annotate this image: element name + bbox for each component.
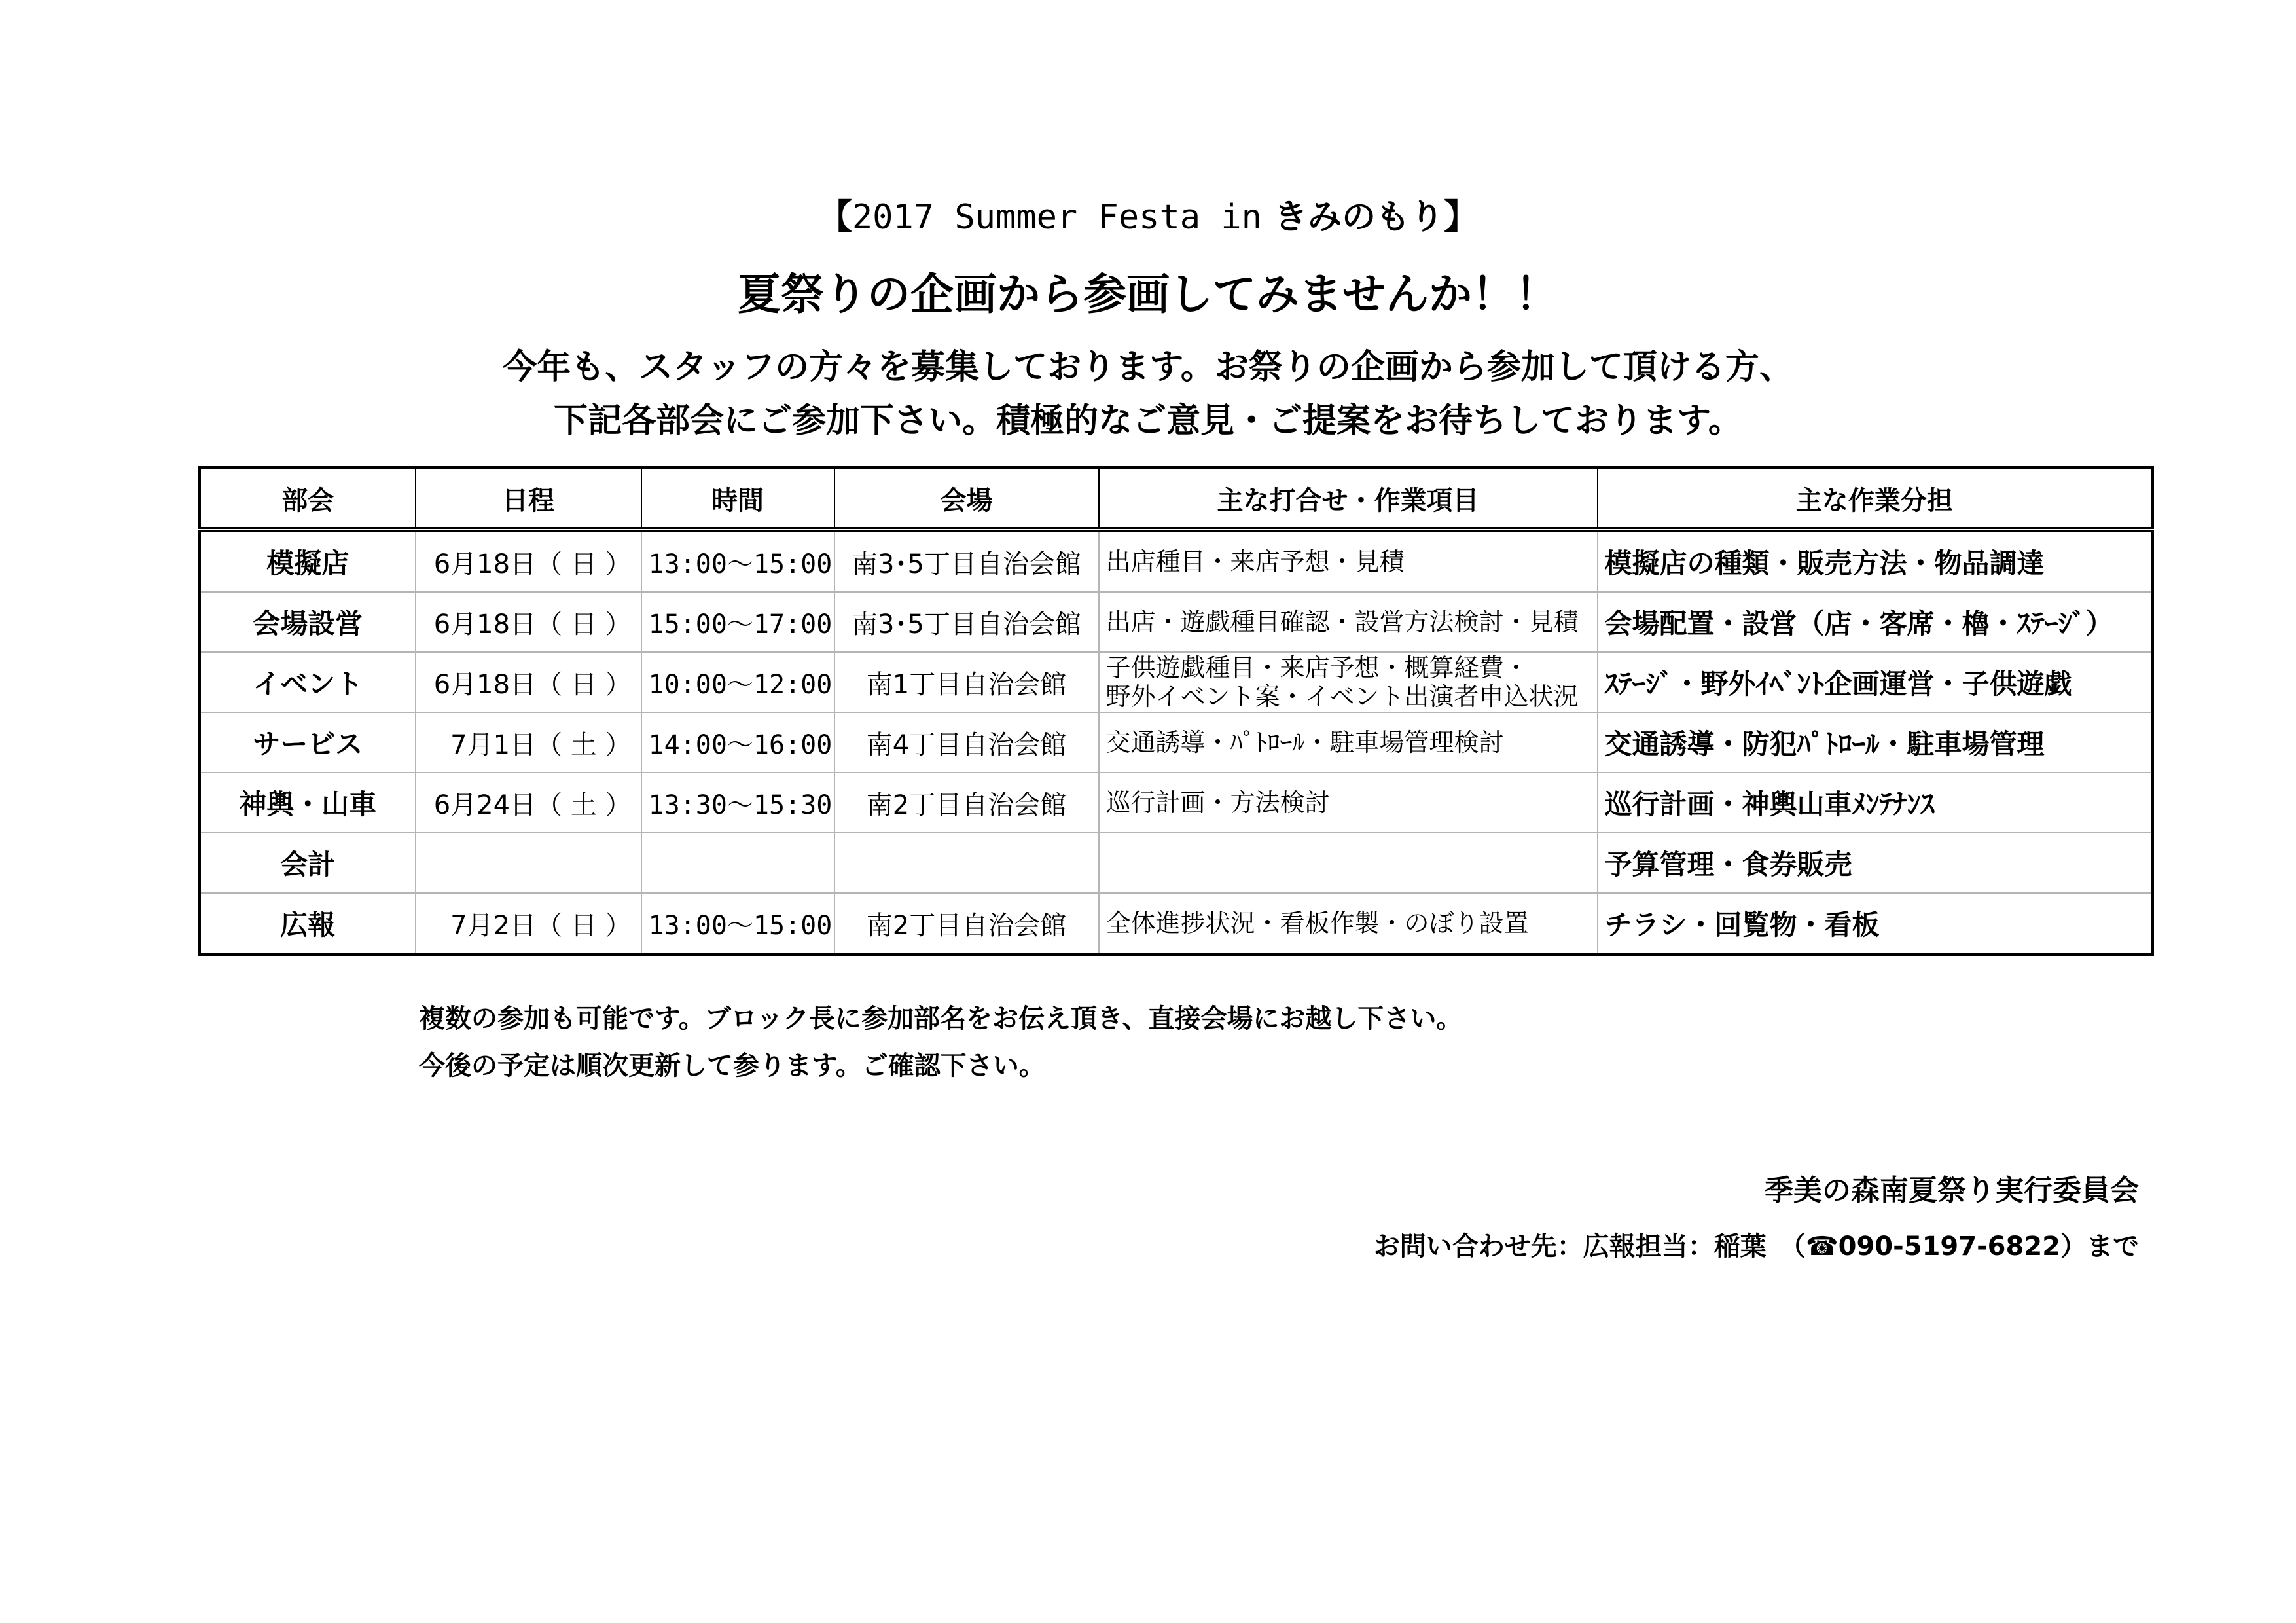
cell-dept: 会場設営 — [200, 592, 416, 652]
cell-time: 13:30～15:30 — [641, 773, 834, 833]
cell-date: 6月18日（ 日 ） — [416, 592, 641, 652]
document-title — [0, 196, 2296, 238]
cell-venue: 南3･5丁目自治会館 — [834, 592, 1099, 652]
column-header-items: 主な打合せ・作業項目 — [1099, 468, 1598, 530]
cell-share: 予算管理・食券販売 — [1598, 833, 2153, 893]
table-row — [200, 530, 2153, 592]
cell-items-line: 交通誘導・ﾊﾟﾄﾛｰﾙ・駐車場管理検討 — [1105, 728, 1504, 757]
cell-dept: 会計 — [200, 833, 416, 893]
cell-items — [1099, 893, 1598, 955]
table-row — [200, 773, 2153, 833]
cell-time: 15:00～17:00 — [641, 592, 834, 652]
cell-items-line: 出店・遊戯種目確認・設営方法検討・見積 — [1105, 608, 1579, 636]
cell-venue: 南4丁目自治会館 — [834, 712, 1099, 773]
cell-dept: イベント — [200, 652, 416, 712]
cell-items-line: 子供遊戯種目・来店予想・概算経費・ — [1105, 653, 1529, 682]
table-row — [200, 592, 2153, 652]
cell-time: 10:00～12:00 — [641, 652, 834, 712]
cell-venue — [834, 833, 1099, 893]
cell-items — [1099, 530, 1598, 592]
title-close-bracket: 】 — [1444, 198, 1479, 237]
cell-date: 7月1日（ 土 ） — [416, 712, 641, 773]
cell-share: ｽﾃｰｼﾞ・野外ｲﾍﾞﾝﾄ企画運営・子供遊戯 — [1598, 652, 2153, 712]
cell-venue: 南2丁目自治会館 — [834, 773, 1099, 833]
table-header-row — [200, 468, 2153, 530]
contact-prefix: お問い合わせ先：広報担当：稲葉 （ — [1373, 1231, 1806, 1262]
cell-items — [1099, 652, 1598, 712]
contact-info — [1374, 1226, 2139, 1263]
cell-date — [416, 833, 641, 893]
note-line-2: 今後の予定は順次更新して参ります。ご確認下さい。 — [419, 1051, 1045, 1081]
cell-dept: 神輿・山車 — [200, 773, 416, 833]
cell-dept: 広報 — [200, 893, 416, 955]
cell-time: 14:00～16:00 — [641, 712, 834, 773]
cell-time: 13:00～15:00 — [641, 893, 834, 955]
title-jp: きみのもり — [1274, 198, 1444, 237]
cell-items — [1099, 773, 1598, 833]
cell-items-line: 野外イベント案・イベント出演者申込状況 — [1105, 682, 1579, 711]
cell-share: 交通誘導・防犯ﾊﾟﾄﾛｰﾙ・駐車場管理 — [1598, 712, 2153, 773]
column-header-venue: 会場 — [834, 468, 1099, 530]
table-row — [200, 652, 2153, 712]
cell-items-line: 出店種目・来店予想・見積 — [1105, 547, 1405, 576]
column-header-time: 時間 — [641, 468, 834, 530]
cell-time: 13:00～15:00 — [641, 530, 834, 592]
cell-date: 7月2日（ 日 ） — [416, 893, 641, 955]
cell-date: 6月18日（ 日 ） — [416, 530, 641, 592]
cell-items — [1099, 592, 1598, 652]
title-open-bracket: 【 — [817, 198, 852, 237]
cell-items — [1099, 833, 1598, 893]
title-latin: 2017 Summer Festa in — [852, 198, 1262, 237]
contact-phone: 090-5197-6822 — [1838, 1231, 2060, 1262]
column-header-date: 日程 — [416, 468, 641, 530]
column-header-dept: 部会 — [200, 468, 416, 530]
contact-suffix: ）まで — [2060, 1231, 2139, 1262]
cell-date: 6月24日（ 土 ） — [416, 773, 641, 833]
notes — [419, 995, 1462, 1089]
intro-text — [0, 340, 2296, 448]
telephone-icon: ☎ — [1805, 1231, 1839, 1262]
cell-items-line: 全体進捗状況・看板作製・のぼり設置 — [1105, 909, 1529, 938]
cell-share: 模擬店の種類・販売方法・物品調達 — [1598, 530, 2153, 592]
cell-venue: 南1丁目自治会館 — [834, 652, 1099, 712]
note-line-1: 複数の参加も可能です。ブロック長に参加部名をお伝え頂き、直接会場にお越し下さい。 — [419, 1004, 1463, 1034]
cell-dept: サービス — [200, 712, 416, 773]
table-row — [200, 712, 2153, 773]
cell-items — [1099, 712, 1598, 773]
headline: 夏祭りの企画から参画してみませんか！！ — [738, 269, 1558, 319]
table-row — [200, 893, 2153, 955]
organizer-name: 季美の森南夏祭り実行委員会 — [1765, 1174, 2139, 1207]
cell-share: 巡行計画・神輿山車ﾒﾝﾃﾅﾝｽ — [1598, 773, 2153, 833]
table-row — [200, 833, 2153, 893]
cell-date: 6月18日（ 日 ） — [416, 652, 641, 712]
column-header-share: 主な作業分担 — [1598, 468, 2153, 530]
cell-share: チラシ・回覧物・看板 — [1598, 893, 2153, 955]
cell-share: 会場配置・設営（店・客席・櫓・ｽﾃｰｼﾞ） — [1598, 592, 2153, 652]
cell-time — [641, 833, 834, 893]
schedule-table — [198, 466, 2154, 956]
cell-venue: 南3･5丁目自治会館 — [834, 530, 1099, 592]
cell-dept: 模擬店 — [200, 530, 416, 592]
intro-line-2: 下記各部会にご参加下さい。積極的なご意見・ご提案をお待ちしております。 — [554, 401, 1742, 441]
cell-items-line: 巡行計画・方法検討 — [1105, 788, 1330, 817]
cell-venue: 南2丁目自治会館 — [834, 893, 1099, 955]
intro-line-1: 今年も、スタッフの方々を募集しております。お祭りの企画から参加して頂ける方、 — [503, 348, 1793, 387]
